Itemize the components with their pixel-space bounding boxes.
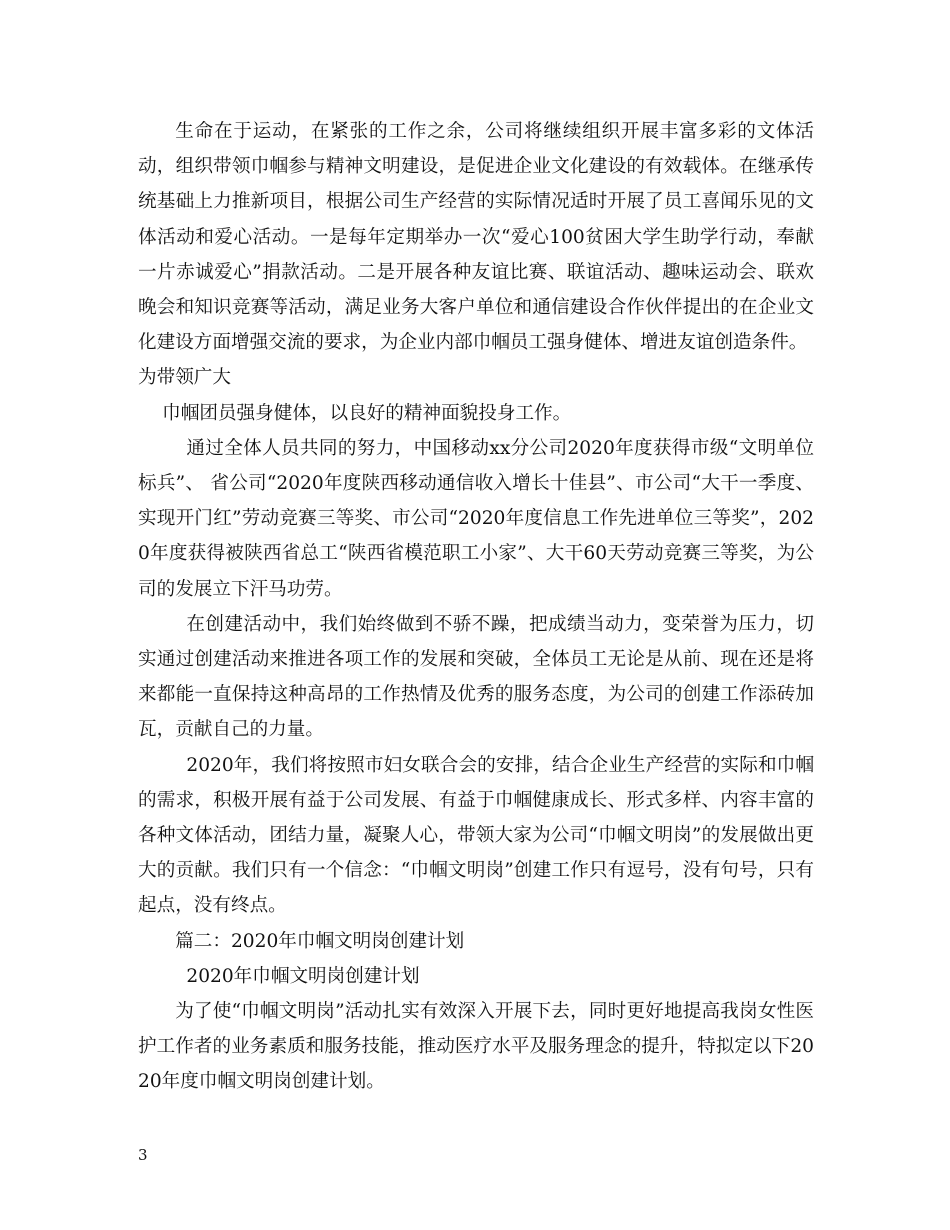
paragraph-text: 在创建活动中，我们始终做到不骄不躁，把成绩当动力，变荣誉为压力，切实通过创建活动来推进各项工作的发展和突破，全体员工无论是从前、现在还是将来都能一直保持这种高昂的工作热情及优秀的服务态度，为公司的创建工作添砖加瓦，贡献自己的力量。 <box>138 613 814 741</box>
paragraph-text: 巾帼团员强身健体，以良好的精神面貌投身工作。 <box>162 402 572 424</box>
section-heading <box>138 924 814 959</box>
paragraph-creation-activities <box>138 607 814 748</box>
paragraph-2020-plan <box>138 748 814 924</box>
section-heading-text: 篇二：2020年巾帼文明岗创建计划 <box>175 930 465 952</box>
paragraph-text: 为了使“巾帼文明岗”活动扎实有效深入开展下去，同时更好地提高我岗女性医护工作者的业务素质和服务技能，推动医疗水平及服务理念的提升，特拟定以下2020年度巾帼文明岗创建计划。 <box>138 1001 814 1093</box>
section-subtitle-text: 2020年巾帼文明岗创建计划 <box>186 965 420 987</box>
paragraph-text: 生命在于运动，在紧张的工作之余，公司将继续组织开展丰富多彩的文体活动，组织带领巾帼参与精神文明建设，是促进企业文化建设的有效载体。在继承传统基础上力推新项目，根据公司生产经营的实际情况适时开展了员工喜闻乐见的文体活动和爱心活动。一是每年定期举办一次“爱心100贫困大学生助学行动，奉献一片赤诚爱心”捐款活动。二是开展各种友谊比赛、联谊活动、趣味运动会、联欢晚会和知识竞赛等活动，满足业务大客户单位和通信建设合作伙伴提出的在企业文化建设方面增强交流的要求，为企业内部巾帼员工强身健体、增进友谊创造条件。 <box>138 121 814 354</box>
document-body <box>138 114 814 1100</box>
page-number: 3 <box>138 1146 148 1164</box>
section-subtitle <box>138 959 814 994</box>
paragraph-cultural-activities <box>138 114 814 396</box>
paragraph-fitness <box>138 396 814 431</box>
paragraph-text: 2020年，我们将按照市妇女联合会的安排，结合企业生产经营的实际和巾帼的需求，积极开展有益于公司发展、有益于巾帼健康成长、形式多样、内容丰富的各种文体活动，团结力量，凝聚人心，带领大家为公司“巾帼文明岗”的发展做出更大的贡献。我们只有一个信念：“巾帼文明岗”创建工作只有逗号，没有句号，只有起点，没有终点。 <box>138 754 814 917</box>
paragraph-purpose <box>138 994 814 1100</box>
paragraph-awards <box>138 431 814 607</box>
paragraph-tail: 为带领广大 <box>138 367 231 389</box>
paragraph-text: 通过全体人员共同的努力，中国移动xx分公司2020年度获得市级“文明单位标兵”、 省公司“2020年度陕西移动通信收入增长十佳县”、市公司“大干一季度、实现开门红”劳动竞赛三等奖、市公司“2020年度信息工作先进单位三等奖”，2020年度获得被陕西省总工“陕西省模范职工小家”、大干60天劳动竞赛三等奖，为公司的发展立下汗马功劳。 <box>138 437 814 600</box>
